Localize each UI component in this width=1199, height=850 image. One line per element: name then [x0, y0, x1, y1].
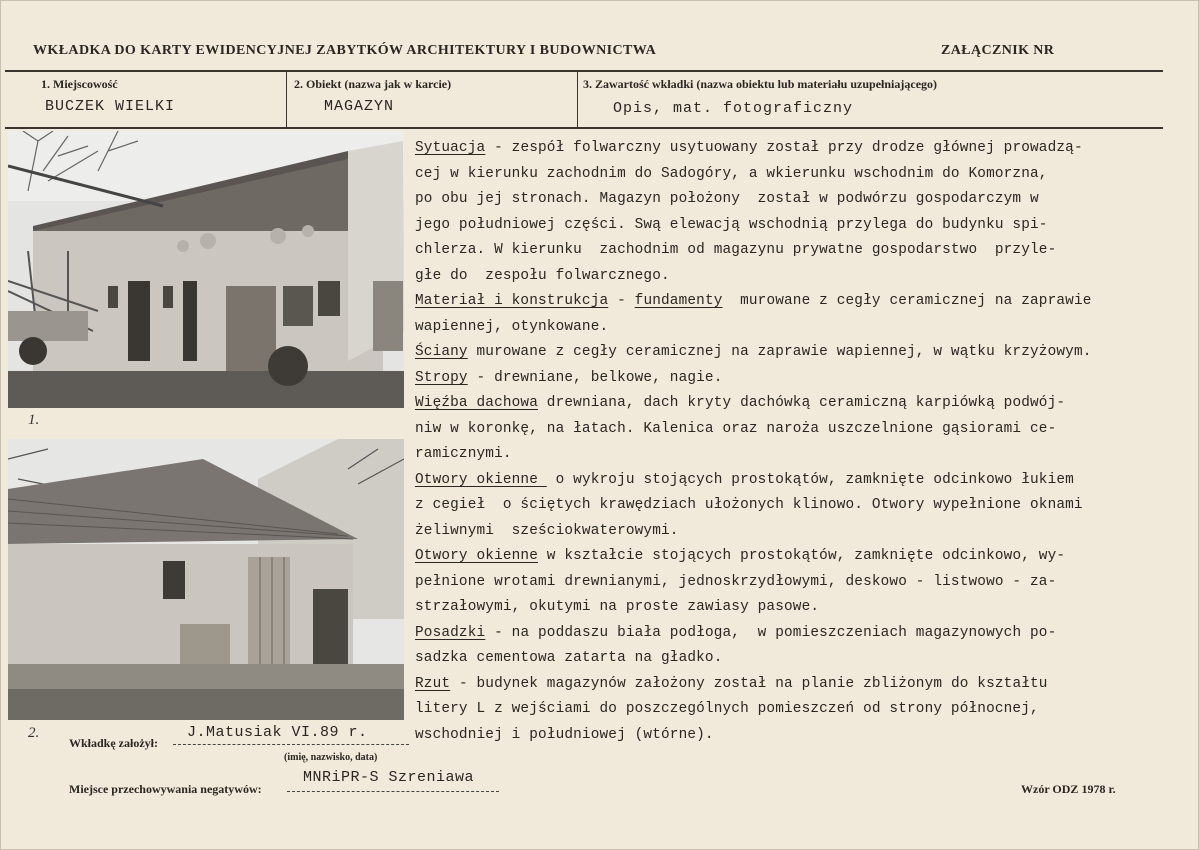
line-18: pełnione wrotami drewnianymi, jednoskrzydłowymi, deskowo - listwowo - za-	[415, 573, 1057, 590]
object-value: MAGAZYN	[324, 98, 395, 115]
negatives-value: MNRiPR-S Szreniawa	[303, 769, 475, 786]
content-label: 3. Zawartość wkładki (nazwa obiektu lub materiału uzupełniającego)	[583, 77, 938, 91]
line-3: po obu jej stronach. Magazyn położony został w podwórzu gospodarczym w	[415, 191, 1039, 207]
content-value: Opis, mat. fotograficzny	[613, 100, 854, 117]
heading-plan: Rzut	[415, 675, 451, 692]
line-7: Materiał i konstrukcja - fundamenty murowane z cegły ceramicznej na zaprawie	[415, 293, 1092, 309]
line-10: Stropy - drewniane, belkowe, nagie.	[415, 369, 723, 386]
card-title: WKŁADKA DO KARTY EWIDENCYJNEJ ZABYTKÓW ARCHITEKTURY I BUDOWNICTWA	[33, 43, 657, 58]
line-20: Posadzki - na poddaszu biała podłoga, w pomieszczeniach magazynowych po-	[415, 624, 1057, 641]
line-2: cej w kierunku zachodnim do Sadogóry, a wkierunku wschodnim do Komorzna,	[415, 165, 1048, 182]
line-19: strzałowymi, okutymi na proste zawiasy pasowe.	[415, 599, 820, 615]
line-23: litery L z wejściami do poszczególnych pomieszczeń od strony północnej,	[415, 701, 1039, 717]
created-by-label: Wkładkę założył:	[69, 736, 158, 750]
line-13: ramicznymi.	[415, 446, 512, 462]
line-15: z cegieł o ściętych krawędziach ułożonych klinowo. Otwory wypełnione oknami	[415, 497, 1083, 513]
negatives-line	[287, 791, 499, 792]
heading-walls: Ściany	[415, 344, 468, 360]
heading-ceilings: Stropy	[415, 369, 468, 386]
heading-material: Materiał i konstrukcja	[415, 293, 609, 309]
created-by-value: J.Matusiak VI.89 r.	[187, 724, 368, 741]
middle-rule	[5, 127, 1163, 129]
line-17: Otwory okienne w kształcie stojących prostokątów, zamknięte odcinkowo, wy-	[415, 548, 1066, 564]
description-text	[415, 136, 1187, 748]
top-rule	[5, 70, 1163, 72]
photo-1-number: 1.	[28, 412, 40, 428]
heading-windows: Otwory okienne	[415, 471, 547, 488]
line-6: głe do zespołu folwarcznego.	[415, 267, 670, 284]
line-24: wschodniej i południowej (wtórne).	[415, 726, 714, 743]
photo-2-warehouse-side	[8, 439, 404, 720]
negatives-label: Miejsce przechowywania negatywów:	[69, 782, 262, 796]
line-16: żeliwnymi sześciokwaterowymi.	[415, 522, 679, 539]
line-9: Ściany murowane z cegły ceramicznej na zaprawie wapiennej, w wątku krzyżowym.	[415, 344, 1092, 360]
field-divider-1	[286, 72, 287, 127]
photo-2-image	[8, 439, 404, 720]
line-5: chlerza. W kierunku zachodnim od magazynu prywatne gospodarstwo przyle-	[415, 242, 1057, 258]
object-label: 2. Obiekt (nazwa jak w karcie)	[294, 77, 452, 91]
locality-value: BUCZEK WIELKI	[45, 98, 176, 115]
photo-1-image	[8, 131, 404, 408]
heading-openings: Otwory okienne	[415, 548, 539, 564]
line-12: niw w koronkę, na łatach. Kalenica oraz naroża uszczelnione gąsiorami ce-	[415, 420, 1057, 437]
photo-1-warehouse-front	[8, 131, 404, 408]
line-1: Sytuacja - zespół folwarczny usytuowany został przy drodze głównej prowadzą-	[415, 140, 1083, 156]
created-by-line	[173, 744, 409, 745]
created-by-note: (imię, nazwisko, data)	[284, 752, 378, 763]
line-4: jego południowej części. Swą elewacją wschodnią przylega do budynku spi-	[415, 216, 1048, 233]
annex-label: ZAŁĄCZNIK NR	[941, 43, 1055, 58]
heading-situation: Sytuacja	[415, 140, 486, 156]
locality-label: 1. Miejscowość	[41, 77, 118, 91]
template-label: Wzór ODZ 1978 r.	[1021, 782, 1116, 796]
line-11: Więźba dachowa drewniana, dach kryty dachówką ceramiczną karpiówką podwój-	[415, 395, 1066, 411]
photo-2-number: 2.	[28, 725, 40, 741]
heading-foundations: fundamenty	[634, 293, 723, 309]
line-14: Otwory okienne o wykroju stojących prostokątów, zamknięte odcinkowo łukiem	[415, 471, 1074, 488]
heading-roof: Więźba dachowa	[415, 395, 539, 411]
line-22: Rzut - budynek magazynów założony został na planie zbliżonym do kształtu	[415, 675, 1048, 692]
line-8: wapiennej, otynkowane.	[415, 318, 609, 335]
field-divider-2	[577, 72, 578, 127]
line-21: sadzka cementowa zatarta na gładko.	[415, 650, 723, 666]
heading-floors: Posadzki	[415, 624, 486, 641]
